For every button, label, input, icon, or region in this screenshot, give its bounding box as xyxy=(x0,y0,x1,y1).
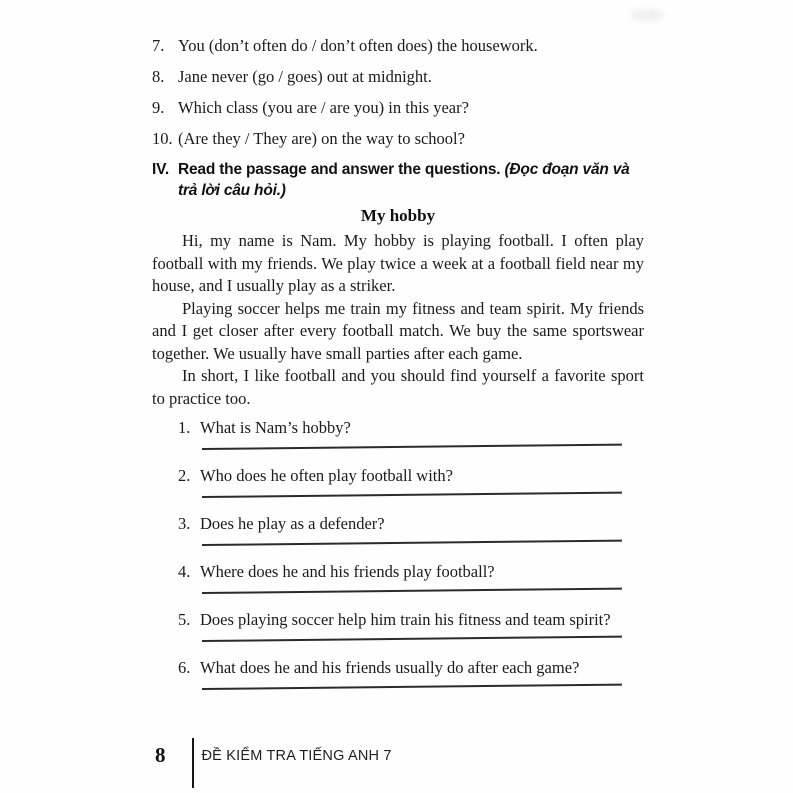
exercise-item xyxy=(152,66,644,88)
exercise-item-list xyxy=(152,35,644,150)
passage-title: My hobby xyxy=(360,206,436,225)
question-text: Who does he often play football with? xyxy=(200,466,453,485)
item-number: 8. xyxy=(152,67,165,86)
item-number: 10. xyxy=(152,129,173,148)
answer-blank-line xyxy=(202,444,622,450)
question-number: 2. xyxy=(178,466,191,485)
answer-blank-line xyxy=(202,588,622,594)
question-number: 1. xyxy=(178,418,191,437)
page-number: 8 xyxy=(155,743,166,767)
passage-body xyxy=(152,230,644,410)
question-text: Does he play as a defender? xyxy=(200,514,385,533)
question-number: 5. xyxy=(178,610,191,629)
exercise-item xyxy=(152,35,644,57)
scan-artifact xyxy=(630,8,664,22)
footer-divider xyxy=(192,738,194,788)
question xyxy=(152,657,644,679)
section-title-english: Read the passage and answer the questions. xyxy=(178,161,505,178)
answer-blank-line xyxy=(202,540,622,546)
question-number: 6. xyxy=(178,658,191,677)
question-list xyxy=(152,417,644,690)
page-footer xyxy=(155,738,392,788)
passage-paragraph: In short, I like football and you should find yourself a favorite sport to practice too. xyxy=(152,366,644,408)
item-text: Jane never (go / goes) out at midnight. xyxy=(178,67,432,86)
book-title: ĐỀ KIỂM TRA TIẾNG ANH 7 xyxy=(201,748,392,764)
question xyxy=(152,465,644,487)
item-text: (Are they / They are) on the way to school? xyxy=(178,129,465,148)
passage-paragraph: Hi, my name is Nam. My hobby is playing football. I often play football with my friends. We play twice a week at a football field near my house, and I usually play as a striker. xyxy=(152,231,644,295)
section-heading xyxy=(152,159,644,201)
question xyxy=(152,417,644,439)
question xyxy=(152,513,644,535)
page-content xyxy=(152,35,644,705)
question-text: What does he and his friends usually do after each game? xyxy=(200,658,580,677)
exercise-item xyxy=(152,97,644,119)
exercise-item xyxy=(152,128,644,150)
answer-blank-line xyxy=(202,636,622,642)
item-text: Which class (you are / are you) in this year? xyxy=(178,98,469,117)
section-title xyxy=(178,159,644,201)
question-text: Does playing soccer help him train his fitness and team spirit? xyxy=(200,610,611,629)
item-text: You (don’t often do / don’t often does) the housework. xyxy=(178,36,538,55)
answer-blank-line xyxy=(202,492,622,498)
question-number: 4. xyxy=(178,562,191,581)
section-number: IV. xyxy=(152,161,169,178)
question xyxy=(152,609,644,631)
question-number: 3. xyxy=(178,514,191,533)
question-text: Where does he and his friends play football? xyxy=(200,562,495,581)
section-title-vietnamese: (Đọc đoạn văn và trả lời câu hỏi.) xyxy=(178,161,630,199)
item-number: 9. xyxy=(152,98,165,117)
question xyxy=(152,561,644,583)
question-text: What is Nam’s hobby? xyxy=(200,418,351,437)
passage-paragraph: Playing soccer helps me train my fitness and team spirit. My friends and I get closer after every football match. We buy the same sportswear together. We usually have small parties after each game. xyxy=(152,298,644,363)
item-number: 7. xyxy=(152,36,165,55)
answer-blank-line xyxy=(202,684,622,690)
